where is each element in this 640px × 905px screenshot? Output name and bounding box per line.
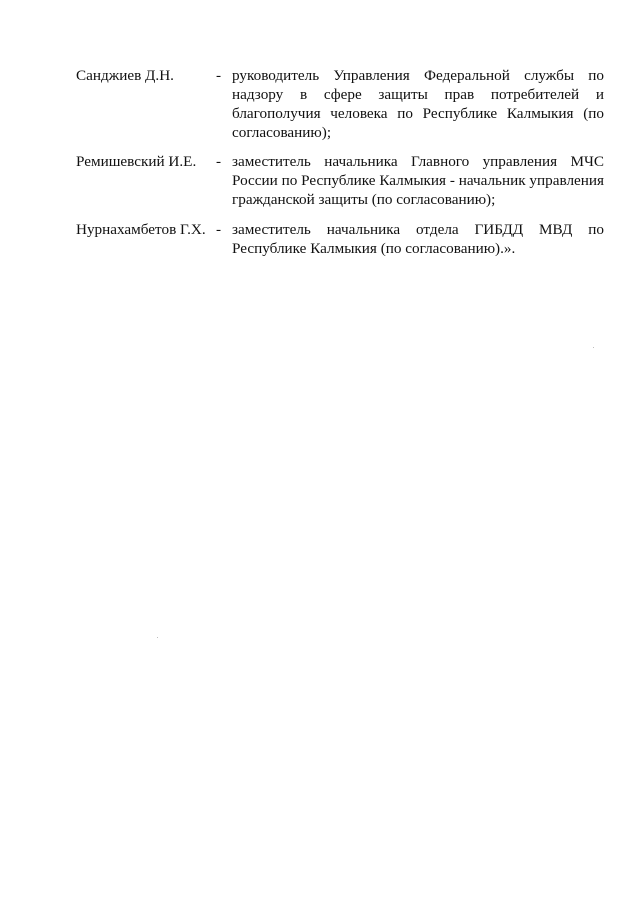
member-name: Нурнахамбетов Г.Х. (76, 221, 206, 238)
scan-speck (157, 637, 158, 638)
position-line: благополучия человека по Республике Калмыкия (по (232, 105, 604, 122)
position-line: надзору в сфере защиты прав потребителей и (232, 86, 604, 103)
position-line: России по Республике Калмыкия - начальник управления (232, 172, 604, 189)
position-line: Республике Калмыкия (по согласованию).». (232, 240, 516, 257)
separator-dash: - (216, 221, 222, 238)
member-position (232, 152, 604, 209)
member-name: Ремишевский И.Е. (76, 153, 197, 170)
position-line: согласованию); (232, 124, 332, 141)
position-line: гражданской защиты (по согласованию); (232, 191, 496, 208)
position-line: заместитель начальника Главного управления МЧС (232, 153, 604, 170)
position-line: заместитель начальника отдела ГИБДД МВД по (232, 221, 604, 238)
position-line: руководитель Управления Федеральной службы по (232, 67, 604, 84)
scan-speck (593, 347, 594, 348)
member-name: Санджиев Д.Н. (76, 67, 174, 84)
member-position (232, 66, 604, 142)
separator-dash: - (216, 67, 222, 84)
separator-dash: - (216, 153, 222, 170)
member-position (232, 220, 604, 258)
